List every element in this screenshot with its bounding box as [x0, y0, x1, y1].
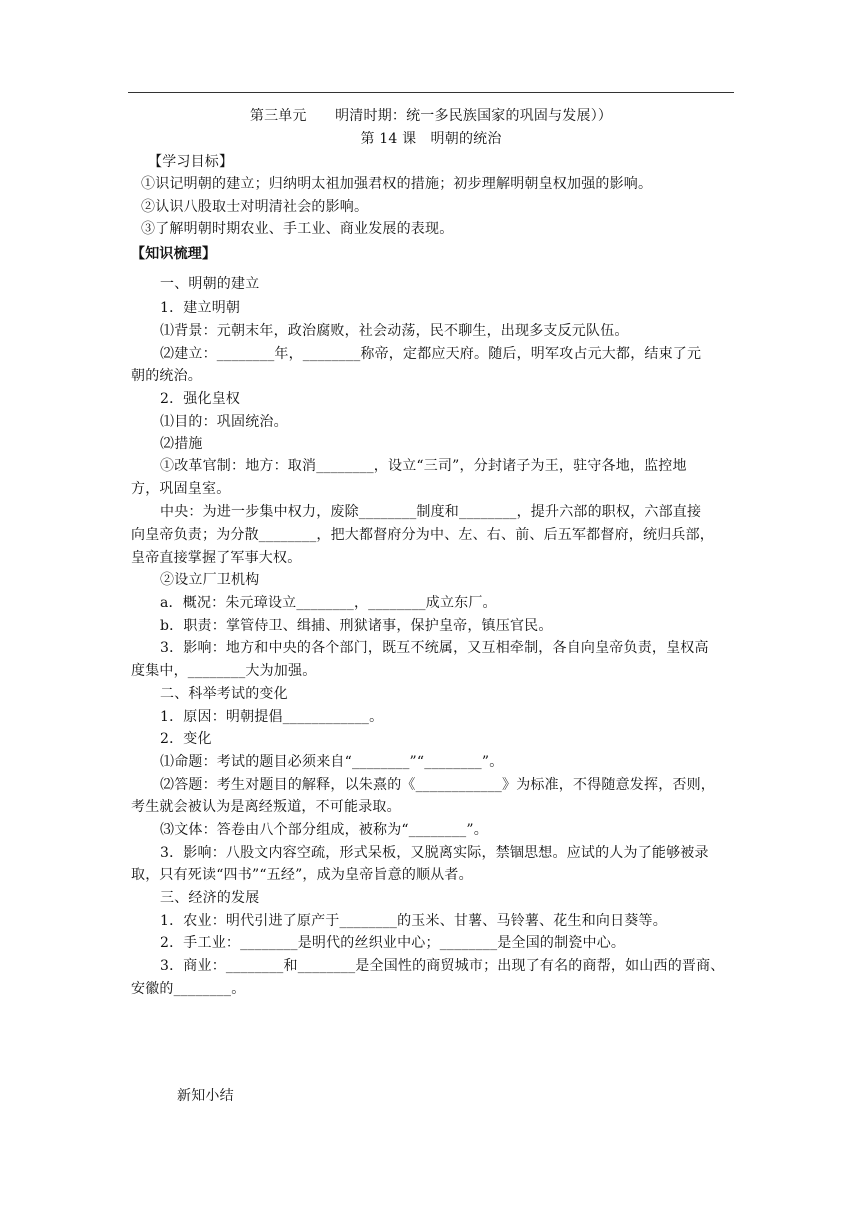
objectives-heading: 【学习目标】	[148, 154, 234, 170]
subsection-heading: 1．建立明朝	[160, 300, 241, 316]
text-line: 取，只有死读“四书”“五经”，成为皇帝旨意的顺从者。	[131, 867, 473, 883]
text-line: 考生就会被认为是离经叛道，不可能录取。	[131, 799, 401, 815]
text-line: ①改革官制：地方：取消________，设立“三司”，分封诸子为王，驻守各地，监控地	[160, 458, 687, 474]
objective-item: ③了解明朝时期农业、手工业、商业发展的表现。	[141, 221, 454, 237]
section-heading: 二、科举考试的变化	[160, 686, 288, 702]
section-heading: 一、明朝的建立	[160, 276, 260, 292]
text-line: 皇帝直接掌握了军事大权。	[131, 550, 302, 566]
unit-title: 第三单元 明清时期：统一多民族国家的巩固与发展））	[249, 108, 613, 124]
text-line: 安徽的________。	[131, 981, 246, 997]
knowledge-heading: 【知识梳理】	[131, 246, 217, 262]
subsection-heading: 2．强化皇权	[160, 391, 241, 407]
text-line: ⑴目的：巩固统治。	[160, 414, 288, 430]
text-line: 3．商业：________和________是全国性的商贸城市；出现了有名的商帮，如山西的晋商、	[160, 958, 725, 974]
text-line: ⑴命题：考试的题目必须来自“________”“________”。	[160, 754, 504, 770]
text-line: a．概况：朱元璋设立________，________成立东厂。	[160, 595, 497, 611]
text-line: b．职责：掌管侍卫、缉捕、刑狱诸事，保护皇帝，镇压官民。	[160, 618, 553, 634]
section-heading: 三、经济的发展	[160, 890, 260, 906]
text-line: 方，巩固皇室。	[131, 481, 231, 497]
objective-item: ②认识八股取士对明清社会的影响。	[141, 199, 369, 215]
text-line: ⑶文体：答卷由八个部分组成，被称为“________”。	[160, 822, 488, 838]
text-line: 向皇帝负责；为分散________，把大都督府分为中、左、右、前、后五军都督府，统归兵部，	[131, 527, 714, 543]
text-line: ⑵建立：________年，________称帝，定都应天府。随后，明军攻占元大都，结束了元	[160, 346, 702, 362]
text-line: ⑵措施	[160, 436, 203, 452]
text-line: ⑴背景：元朝末年，政治腐败，社会动荡，民不聊生，出现多支反元队伍。	[160, 323, 629, 339]
objective-item: ①识记明朝的建立；归纳明太祖加强君权的措施；初步理解明朝皇权加强的影响。	[141, 176, 653, 192]
text-line: 朝的统治。	[131, 368, 202, 384]
header-rule	[128, 92, 734, 93]
lesson-title: 第 14 课 明朝的统治	[360, 131, 502, 147]
text-line: 3．影响：八股文内容空疏，形式呆板，又脱离实际，禁锢思想。应试的人为了能够被录	[160, 845, 709, 861]
text-line: 2．手工业：________是明代的丝织业中心；________是全国的制瓷中心。	[160, 935, 626, 951]
text-line: 3．影响：地方和中央的各个部门，既互不统属，又互相牵制，各自向皇帝负责，皇权高	[160, 640, 709, 656]
subsection-heading: 2．变化	[160, 731, 212, 747]
text-line: 1．农业：明代引进了原产于________的玉米、甘薯、马铃薯、花生和向日葵等。	[160, 913, 667, 929]
text-line: 1．原因：明朝提倡____________。	[160, 709, 384, 725]
text-line: ②设立厂卫机构	[160, 572, 260, 588]
text-line: 中央：为进一步集中权力，废除________制度和________，提升六部的职权，六部直接	[160, 504, 702, 520]
text-line: 度集中，________大为加强。	[131, 663, 317, 679]
summary-label: 新知小结	[177, 1088, 234, 1104]
text-line: ⑵答题：考生对题目的解释，以朱熹的《____________》为标准，不得随意发挥，否则，	[160, 777, 715, 793]
